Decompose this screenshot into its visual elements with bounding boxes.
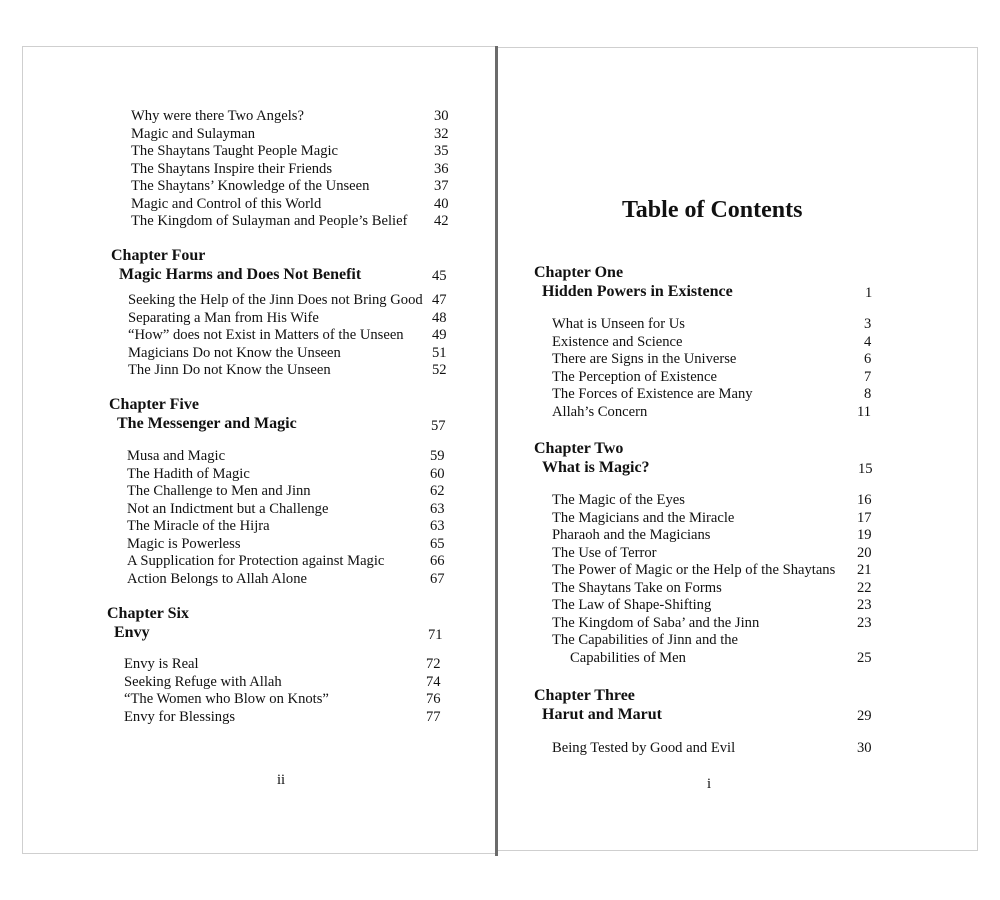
entry-page: 8 (864, 386, 872, 402)
entry-label: The Shaytans Inspire their Friends (131, 160, 333, 177)
chapter-five-list (127, 448, 457, 588)
chapter-three-list (552, 740, 882, 758)
toc-entry[interactable] (131, 213, 461, 231)
entry-page: 47 (432, 292, 447, 308)
chapter-number: Chapter Five (109, 396, 199, 413)
entry-page: 62 (430, 483, 445, 499)
chapter-page: 1 (865, 285, 873, 301)
chapter-six-heading (107, 604, 457, 642)
entry-label: Seeking Refuge with Allah (124, 673, 282, 690)
toc-entry[interactable] (127, 448, 457, 466)
toc-title: Table of Contents (622, 197, 803, 223)
entry-label: The Use of Terror (552, 544, 657, 561)
entry-page: 63 (430, 500, 445, 517)
entry-page: 23 (857, 614, 872, 631)
toc-entry[interactable] (128, 345, 458, 363)
entry-label: The Kingdom of Saba’ and the Jinn (552, 614, 760, 631)
chapter-page: 29 (857, 708, 872, 724)
chapter-two-list (552, 492, 882, 667)
entry-label: The Law of Shape-Shifting (552, 597, 712, 613)
entry-label: The Shaytans’ Knowledge of the Unseen (131, 178, 370, 194)
chapter-one-list (552, 316, 882, 421)
toc-entry[interactable] (131, 143, 461, 161)
entry-label: Magic and Sulayman (131, 125, 256, 142)
entry-label: Pharaoh and the Magicians (552, 527, 711, 543)
chapter-six-list (124, 656, 454, 726)
entry-page: 16 (857, 492, 872, 508)
toc-entry[interactable] (552, 597, 882, 615)
chapter-two-heading (534, 439, 884, 477)
chapter-title-text: Envy (114, 624, 150, 641)
entry-page: 7 (864, 368, 872, 385)
entry-page: 51 (432, 344, 447, 361)
entry-label: The Magicians and the Miracle (552, 509, 735, 526)
toc-entry[interactable] (552, 562, 882, 580)
entry-label: The Kingdom of Sulayman and People’s Belief (131, 213, 408, 229)
entry-label: The Challenge to Men and Jinn (127, 483, 311, 499)
toc-entry-wrapped[interactable] (552, 632, 882, 650)
chapter-number: Chapter Two (534, 440, 624, 457)
chapter-title-text: Harut and Marut (542, 706, 662, 723)
chapter-five-heading (109, 395, 459, 433)
entry-page: 21 (857, 562, 872, 578)
toc-entry[interactable] (127, 518, 457, 536)
toc-entry[interactable] (131, 161, 461, 179)
entry-label: Magicians Do not Know the Unseen (128, 344, 341, 361)
toc-entry[interactable] (552, 316, 882, 334)
entry-page: 72 (426, 656, 441, 672)
toc-entry-wrapped-continuation[interactable] (552, 650, 882, 668)
toc-entry[interactable] (127, 501, 457, 519)
entry-label-line1: The Capabilities of Jinn and the (552, 632, 739, 648)
entry-page: 63 (430, 518, 445, 534)
entry-page: 65 (430, 535, 445, 552)
chapter-four-list (128, 292, 458, 380)
toc-entry[interactable] (552, 615, 882, 633)
toc-entry[interactable] (124, 656, 454, 674)
entry-label: Magic and Control of this World (131, 195, 322, 212)
toc-entry[interactable] (552, 492, 882, 510)
entry-page: 3 (864, 316, 872, 332)
toc-entry[interactable] (552, 740, 882, 758)
toc-entry[interactable] (127, 571, 457, 589)
entry-label: Separating a Man from His Wife (128, 309, 319, 326)
entry-label: The Miracle of the Hijra (127, 518, 270, 534)
entry-page: 30 (857, 740, 872, 756)
entry-label: Being Tested by Good and Evil (552, 740, 736, 756)
entry-label: “How” does not Exist in Matters of the Unseen (128, 327, 404, 343)
entry-label: Why were there Two Angels? (131, 108, 304, 124)
toc-entry[interactable] (552, 545, 882, 563)
toc-entry[interactable] (128, 310, 458, 328)
toc-entry[interactable] (131, 196, 461, 214)
chapter-number: Chapter Six (107, 605, 189, 622)
chapter-three-heading (534, 686, 884, 724)
toc-entry[interactable] (131, 178, 461, 196)
entry-page: 49 (432, 327, 447, 343)
entry-page: 4 (864, 333, 872, 350)
entry-page: 40 (434, 195, 449, 212)
entry-page: 77 (426, 708, 441, 725)
entry-label: Envy for Blessings (124, 708, 236, 725)
entry-page: 20 (857, 544, 872, 561)
toc-entry[interactable] (128, 327, 458, 345)
entry-label: The Shaytans Take on Forms (552, 579, 722, 596)
entry-label: Existence and Science (552, 333, 683, 350)
entry-page: 17 (857, 509, 872, 526)
entry-label: The Magic of the Eyes (552, 492, 685, 508)
toc-entry[interactable] (552, 334, 882, 352)
toc-entry[interactable] (124, 691, 454, 709)
right-page-number: i (707, 776, 712, 792)
toc-entry[interactable] (552, 580, 882, 598)
toc-entry[interactable] (552, 510, 882, 528)
toc-entry[interactable] (552, 404, 882, 422)
chapter-title-text: What is Magic? (542, 459, 650, 476)
toc-entry[interactable] (127, 483, 457, 501)
chapter-title-text: The Messenger and Magic (117, 415, 297, 432)
toc-entry[interactable] (131, 108, 461, 126)
entry-page: 35 (434, 143, 449, 159)
entry-label: Allah’s Concern (552, 403, 648, 420)
entry-page: 66 (430, 553, 445, 569)
entry-label: There are Signs in the Universe (552, 351, 737, 367)
entry-label: The Shaytans Taught People Magic (131, 143, 339, 159)
chapter-title[interactable] (534, 458, 884, 477)
chapter-page: 57 (431, 418, 446, 434)
chapter-title[interactable] (107, 623, 457, 642)
entry-page: 67 (430, 570, 445, 587)
chapter-number: Chapter Three (534, 687, 635, 704)
entry-label: The Jinn Do not Know the Unseen (128, 362, 331, 378)
chapter-number: Chapter One (534, 264, 624, 281)
toc-entry[interactable] (552, 527, 882, 545)
chapter-four-heading (111, 246, 461, 284)
entry-label: Magic is Powerless (127, 535, 241, 552)
toc-entry[interactable] (128, 292, 458, 310)
entry-label: The Forces of Existence are Many (552, 386, 753, 402)
entry-label-line2: Capabilities of Men (570, 649, 686, 666)
toc-entry[interactable] (552, 386, 882, 404)
entry-label: The Power of Magic or the Help of the Shaytans (552, 562, 836, 578)
chapter-title[interactable] (111, 265, 461, 284)
entry-label: Musa and Magic (127, 448, 226, 464)
entry-page: 11 (857, 403, 872, 420)
chapter-title[interactable] (534, 705, 884, 724)
entry-label: The Hadith of Magic (127, 465, 250, 482)
entry-label: Seeking the Help of the Jinn Does not Bring Good (128, 292, 423, 308)
left-page-number: ii (277, 772, 286, 788)
entry-label: Action Belongs to Allah Alone (127, 570, 307, 587)
entry-page: 6 (864, 351, 872, 367)
entry-page: 36 (434, 160, 449, 177)
chapter-title-text: Hidden Powers in Existence (542, 283, 733, 300)
chapter-page: 15 (858, 461, 873, 477)
toc-entry[interactable] (127, 553, 457, 571)
entry-page: 25 (857, 649, 872, 666)
chapter-title[interactable] (534, 282, 884, 301)
toc-entry[interactable] (127, 466, 457, 484)
entry-page: 74 (426, 673, 441, 690)
toc-entry[interactable] (124, 709, 454, 727)
entry-page: 19 (857, 527, 872, 543)
chapter-page: 45 (432, 268, 447, 284)
toc-entry[interactable] (131, 126, 461, 144)
chapter-title-text: Magic Harms and Does Not Benefit (119, 266, 362, 283)
entry-page: 37 (434, 178, 449, 194)
continuation-list (131, 108, 461, 231)
entry-label: Envy is Real (124, 656, 199, 672)
toc-entry[interactable] (127, 536, 457, 554)
entry-label: The Perception of Existence (552, 368, 717, 385)
entry-page: 42 (434, 213, 449, 229)
entry-page: 23 (857, 597, 872, 613)
entry-page: 59 (430, 448, 445, 464)
entry-page: 76 (426, 691, 441, 707)
entry-page: 22 (857, 579, 872, 596)
entry-page: 60 (430, 465, 445, 482)
toc-entry[interactable] (552, 351, 882, 369)
entry-page: 32 (434, 125, 449, 142)
toc-entry[interactable] (124, 674, 454, 692)
toc-entry[interactable] (552, 369, 882, 387)
chapter-page: 71 (428, 627, 443, 643)
chapter-number: Chapter Four (111, 247, 206, 264)
entry-label: “The Women who Blow on Knots” (124, 691, 329, 707)
entry-page: 48 (432, 309, 447, 326)
entry-page: 52 (432, 362, 447, 378)
toc-entry[interactable] (128, 362, 458, 380)
chapter-title[interactable] (109, 414, 459, 433)
entry-label: What is Unseen for Us (552, 316, 685, 332)
chapter-one-heading (534, 263, 884, 301)
entry-label: A Supplication for Protection against Magic (127, 553, 385, 569)
entry-page: 30 (434, 108, 449, 124)
entry-label: Not an Indictment but a Challenge (127, 500, 329, 517)
